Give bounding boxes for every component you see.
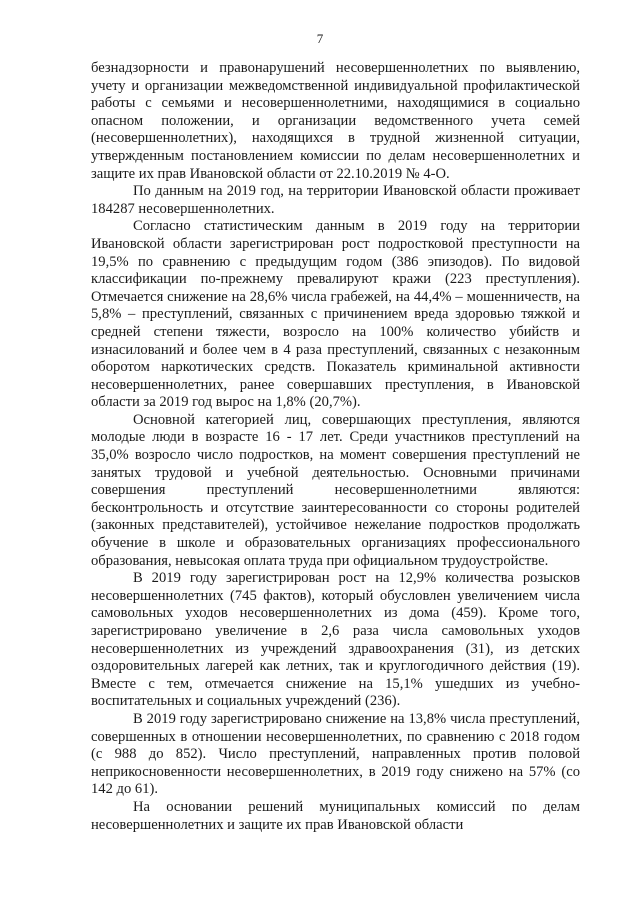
paragraph-missing-minors: В 2019 году зарегистрирован рост на 12,9% количества розысков несовершеннолетних (745 фактов), который обусловлен увеличением числа самовольных уходов несовершеннолетних из дома (459). Кроме того, зарегистрировано увеличение в 2,6 раза числа самовольных уходов несовершеннолетних из учреждений здравоохранения (31), из детских оздоровительных лагерей как летних, так и круглогодичного действия (19). Вместе с тем, отмечается снижение на 15,1% ушедших из учебно-воспитательных и социальных учреждений (236). [91, 570, 580, 710]
paragraph-crimes-against-minors: В 2019 году зарегистрировано снижение на 13,8% числа преступлений, совершенных в отношении несовершеннолетних, по сравнению с 2018 годом (с 988 до 852). Число преступлений, направленных против половой неприкосновенности несовершеннолетних, в 2019 году снижено на 57% (со 142 до 61). [91, 710, 580, 798]
paragraph-municipal-commissions: На основании решений муниципальных комиссий по делам несовершеннолетних и защите их прав Ивановской области [91, 798, 580, 833]
page-number: 7 [316, 31, 324, 46]
paragraph-crime-statistics: Согласно статистическим данным в 2019 году на территории Ивановской области зарегистрирован рост подростковой преступности на 19,5% по сравнению с предыдущим годом (386 эпизодов). По видовой классификации по-прежнему превалируют кражи (223 преступления). Отмечается снижение на 28,6% числа грабежей, на 44,4% – мошенничеств, на 5,8% – преступлений, связанных с причинением вреда здоровью тяжкой и средней степени тяжести, возросло на 100% количество убийств и изнасилований и более чем в 4 раза преступлений, связанных с незаконным оборотом наркотических средств. Показатель криминальной активности несовершеннолетних, ранее совершавших преступления, в Ивановской области за 2019 год вырос на 1,8% (20,7%). [91, 218, 580, 411]
paragraph-population: По данным на 2019 год, на территории Ивановской области проживает 184287 несовершеннолетних. [91, 183, 580, 217]
paragraph-offender-category: Основной категорией лиц, совершающих преступления, являются молодые люди в возрасте 16 - 17 лет. Среди участников преступлений на 35,0% возросло число подростков, на момент совершения преступлений не занятых трудовой и учебной деятельностью. Основными причинами совершения преступлений несовершеннолетними являются: бесконтрольность и отсутствие заинтересованности со стороны родителей (законных представителей), устойчивое нежелание подростков продолжать обучение в школе и образовательных организациях профессионального образования, невысокая оплата труда при официальном трудоустройстве. [91, 411, 580, 569]
paragraph-continuation: безнадзорности и правонарушений несовершеннолетних по выявлению, учету и организации межведомственной индивидуальной профилактической работы с семьями и несовершеннолетними, находящимися в социально опасном положении, и организации ведомственного учета семей (несовершеннолетних), находящихся в трудной жизненной ситуации, утвержденным постановлением комиссии по делам несовершеннолетних и защите их прав Ивановской области от 22.10.2019 № 4-О. [91, 60, 580, 182]
document-body [91, 60, 580, 834]
